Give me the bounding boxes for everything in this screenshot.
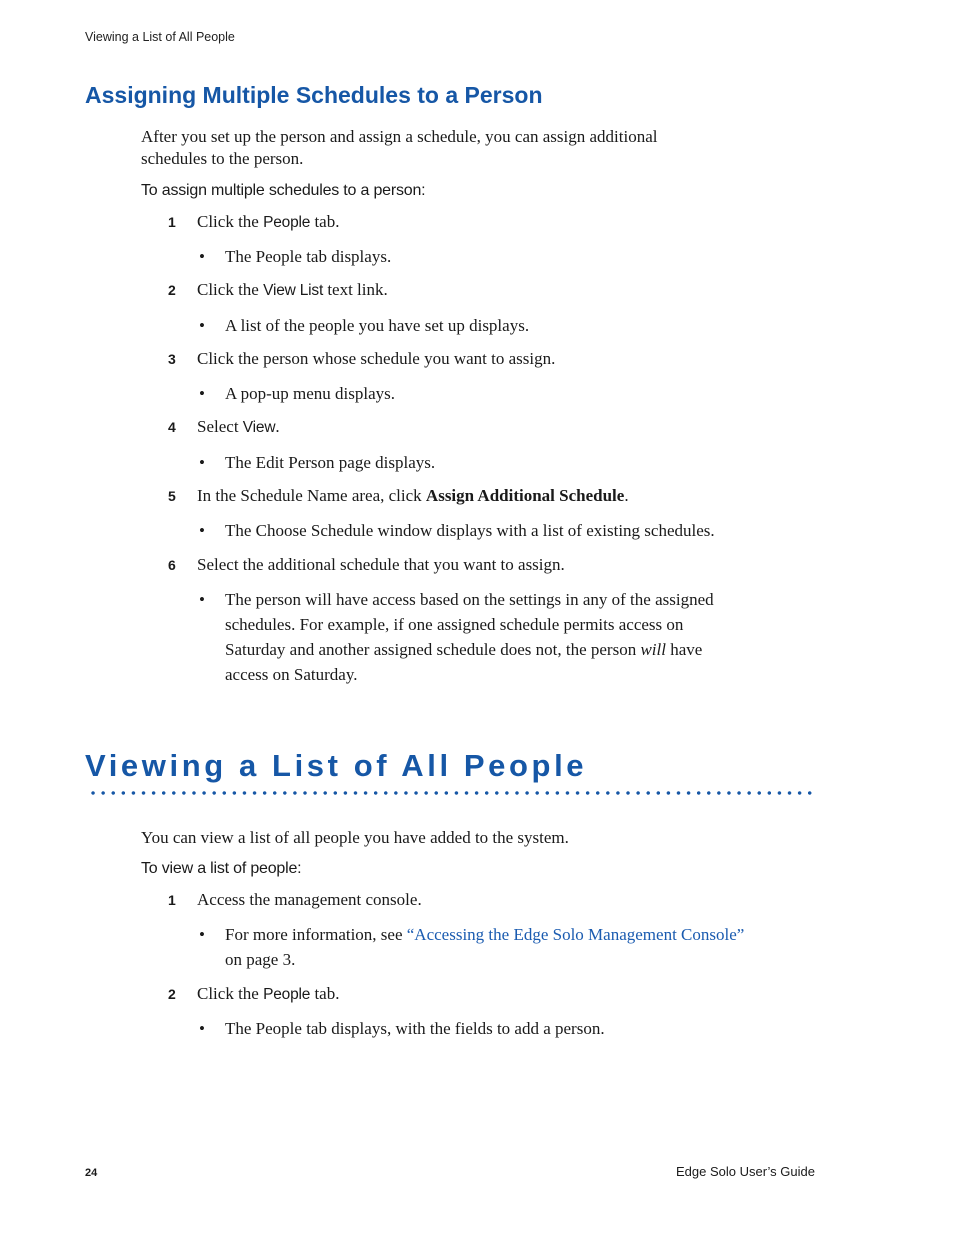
ui-term: View List: [263, 282, 324, 299]
bullet-icon: •: [199, 316, 205, 335]
bullet-icon: •: [199, 384, 205, 403]
step-text: Click the person whose schedule you want to assign.: [197, 349, 556, 368]
step-number: 2: [168, 282, 176, 298]
s2-step-1: [168, 889, 422, 911]
intro-line-2: schedules to the person.: [141, 149, 304, 168]
step-3: [168, 348, 555, 370]
step-number: 5: [168, 488, 176, 504]
step-text: tab.: [310, 984, 340, 1003]
s2-step-2-bullet: [199, 1016, 799, 1041]
page-number: 24: [85, 1167, 98, 1179]
step-text: Select the additional schedule that you want to assign.: [197, 555, 565, 574]
step-number: 1: [168, 892, 176, 908]
step-text: Click the: [197, 280, 264, 299]
step-text: tab.: [310, 212, 340, 231]
step-number: 1: [168, 214, 176, 230]
step-number: 3: [168, 351, 176, 367]
bullet-icon: •: [199, 247, 205, 266]
bullet-icon: •: [199, 521, 205, 540]
running-head: Viewing a List of All People: [85, 30, 235, 44]
step-text: text link.: [323, 280, 388, 299]
step-5: [168, 485, 629, 507]
bullet-icon: •: [199, 925, 205, 944]
s2-step-1-bullet: [199, 922, 799, 972]
section-heading-assigning: Assigning Multiple Schedules to a Person: [85, 82, 543, 108]
bullet-line: have: [665, 640, 703, 659]
bold-term: Assign Additional Schedule: [425, 486, 625, 505]
step-6-bullet: [199, 587, 799, 687]
dotted-rule: [88, 790, 816, 796]
bullet-text: The Edit Person page displays.: [225, 453, 436, 472]
step-5-bullet: [199, 518, 799, 543]
step-text: .: [275, 417, 280, 436]
step-1-bullet: [199, 244, 799, 269]
bullet-icon: •: [199, 1019, 205, 1038]
step-number: 6: [168, 557, 176, 573]
bullet-line: The person will have access based on the settings in any of the assigned: [225, 590, 714, 609]
step-3-bullet: [199, 381, 799, 406]
section-heading-viewing: Viewing a List of All People: [85, 748, 588, 783]
emphasis: will: [640, 640, 666, 659]
bullet-text: [225, 922, 799, 972]
step-6: [168, 554, 565, 576]
bullet-text: A pop-up menu displays.: [225, 384, 395, 403]
procedure-title: To assign multiple schedules to a person:: [141, 182, 426, 199]
intro-line-1: After you set up the person and assign a schedule, you can assign additional: [141, 127, 658, 146]
step-4-bullet: [199, 450, 799, 475]
section2-intro: You can view a list of all people you have added to the system.: [141, 828, 569, 847]
bullet-line: on page 3.: [225, 950, 296, 969]
bullet-line: Saturday and another assigned schedule does not, the person: [225, 640, 641, 659]
bullet-text: The People tab displays.: [225, 247, 392, 266]
ui-term: People: [263, 986, 311, 1003]
step-4: [168, 416, 280, 439]
step-text: Click the: [197, 212, 264, 231]
accessing-console-link[interactable]: “Accessing the Edge Solo Management Console”: [406, 925, 745, 944]
step-1: [168, 211, 339, 234]
bullet-text: [225, 587, 799, 687]
step-number: 4: [168, 419, 176, 435]
bullet-icon: •: [199, 453, 205, 472]
step-number: 2: [168, 986, 176, 1002]
step-text: Select: [197, 417, 243, 436]
bullet-icon: •: [199, 590, 205, 609]
step-text: Access the management console.: [197, 890, 422, 909]
bullet-line: access on Saturday.: [225, 665, 358, 684]
bullet-text: The People tab displays, with the fields to add a person.: [225, 1019, 605, 1038]
s2-step-2: [168, 983, 339, 1006]
ui-term: People: [263, 214, 311, 231]
guide-title: Edge Solo User’s Guide: [676, 1164, 815, 1179]
bullet-text: The Choose Schedule window displays with a list of existing schedules.: [225, 521, 715, 540]
intro-paragraph: [141, 126, 821, 170]
step-text: Click the: [197, 984, 264, 1003]
step-2: [168, 279, 388, 302]
step-2-bullet: [199, 313, 799, 338]
step-text: In the Schedule Name area, click: [197, 486, 426, 505]
bullet-line: For more information, see: [225, 925, 407, 944]
ui-term: View: [242, 419, 276, 436]
step-text: .: [624, 486, 629, 505]
procedure-title-2: To view a list of people:: [141, 860, 302, 877]
bullet-text: A list of the people you have set up displays.: [225, 316, 530, 335]
bullet-line: schedules. For example, if one assigned schedule permits access on: [225, 615, 684, 634]
